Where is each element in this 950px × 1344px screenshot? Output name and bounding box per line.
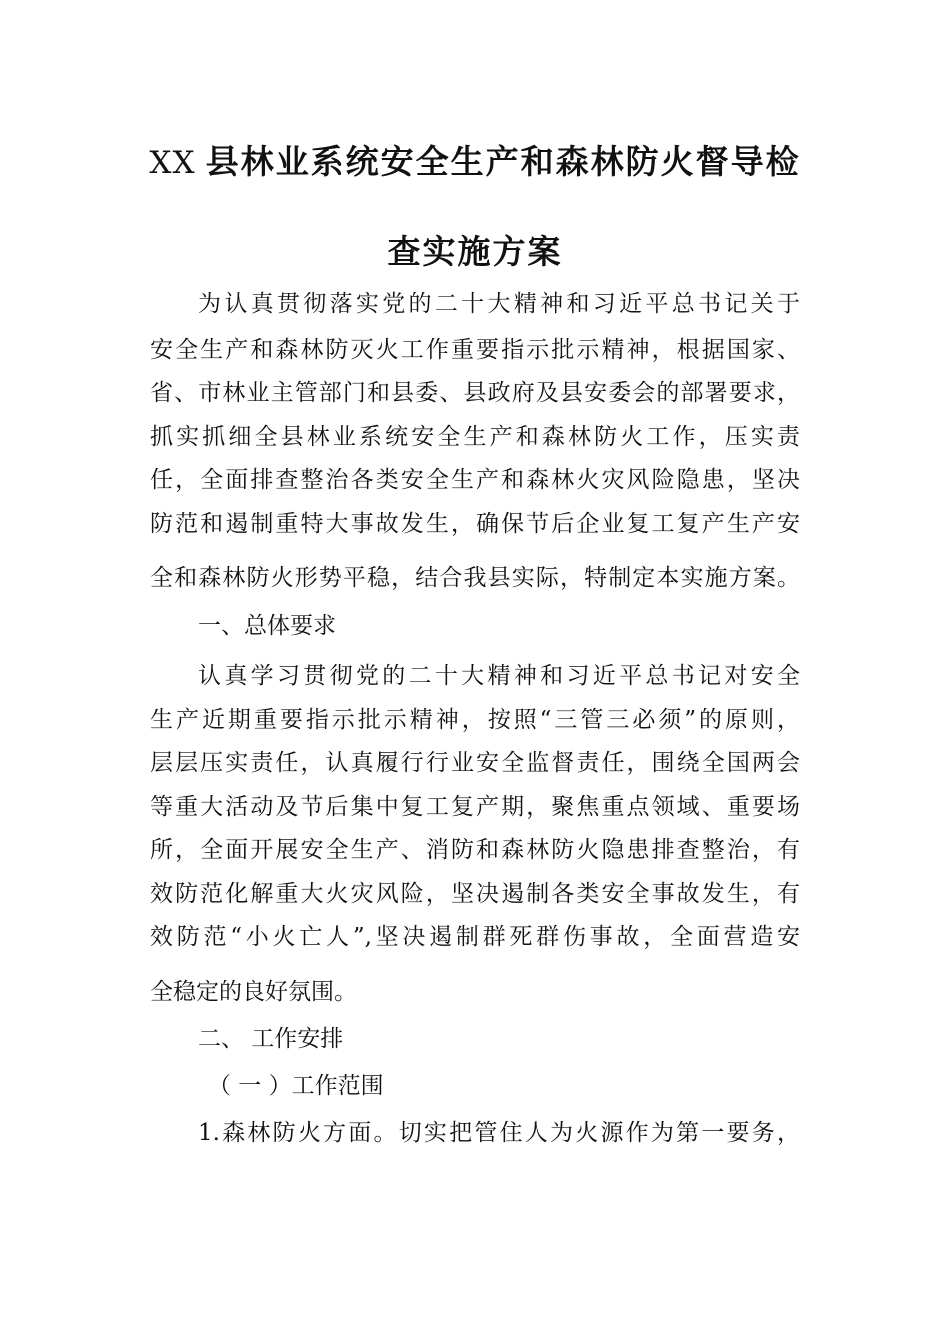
intro-line: 全和森林防火形势平稳，结合我县实际，特制定本实施方案。 — [150, 565, 800, 591]
section1-line: 效防范“小火亡人”,坚决遏制群死群伤事故，全面营造安 — [150, 924, 800, 950]
section1-line: 全稳定的良好氛围。 — [150, 979, 357, 1005]
intro-line: 防范和遏制重特大事故发生，确保节后企业复工复产生产安 — [150, 511, 800, 537]
section1-line: 层层压实责任，认真履行行业安全监督责任，围绕全国两会 — [150, 750, 800, 776]
section1-line: 认真学习贯彻党的二十大精神和习近平总书记对安全 — [198, 663, 800, 689]
document-title-line-1 — [0, 136, 950, 183]
section1-line: 效防范化解重大火灾风险，坚决遏制各类安全事故发生，有 — [150, 881, 800, 907]
item-line: 1.森林防火方面。切实把管住人为火源作为第一要务， — [198, 1120, 800, 1146]
section-heading-1: 一、总体要求 — [198, 613, 336, 639]
intro-line: 为认真贯彻落实党的二十大精神和习近平总书记关于 — [198, 291, 800, 317]
intro-line: 任，全面排查整治各类安全生产和森林火灾风险隐患，坚决 — [150, 467, 800, 493]
title-prefix: XX — [149, 145, 196, 181]
section-heading-2: 二、 工作安排 — [198, 1026, 344, 1052]
document-title-line-2: 查实施方案 — [387, 232, 563, 271]
subsection-heading-1: （ 一 ）工作范围 — [208, 1073, 384, 1099]
section1-line: 等重大活动及节后集中复工复产期，聚焦重点领域、重要场 — [150, 794, 800, 820]
intro-line: 安全生产和森林防灭火工作重要指示批示精神，根据国家、 — [150, 337, 800, 363]
section1-line: 生产近期重要指示批示精神，按照“三管三必须”的原则， — [150, 707, 800, 733]
intro-line: 抓实抓细全县林业系统安全生产和森林防火工作，压实责 — [150, 424, 800, 450]
section1-line: 所，全面开展安全生产、消防和森林防火隐患排查整治，有 — [150, 837, 800, 863]
intro-line: 省、市林业主管部门和县委、县政府及县安委会的部署要求， — [150, 380, 800, 406]
title-text-1: 县林业系统安全生产和森林防火督导检 — [205, 142, 801, 181]
